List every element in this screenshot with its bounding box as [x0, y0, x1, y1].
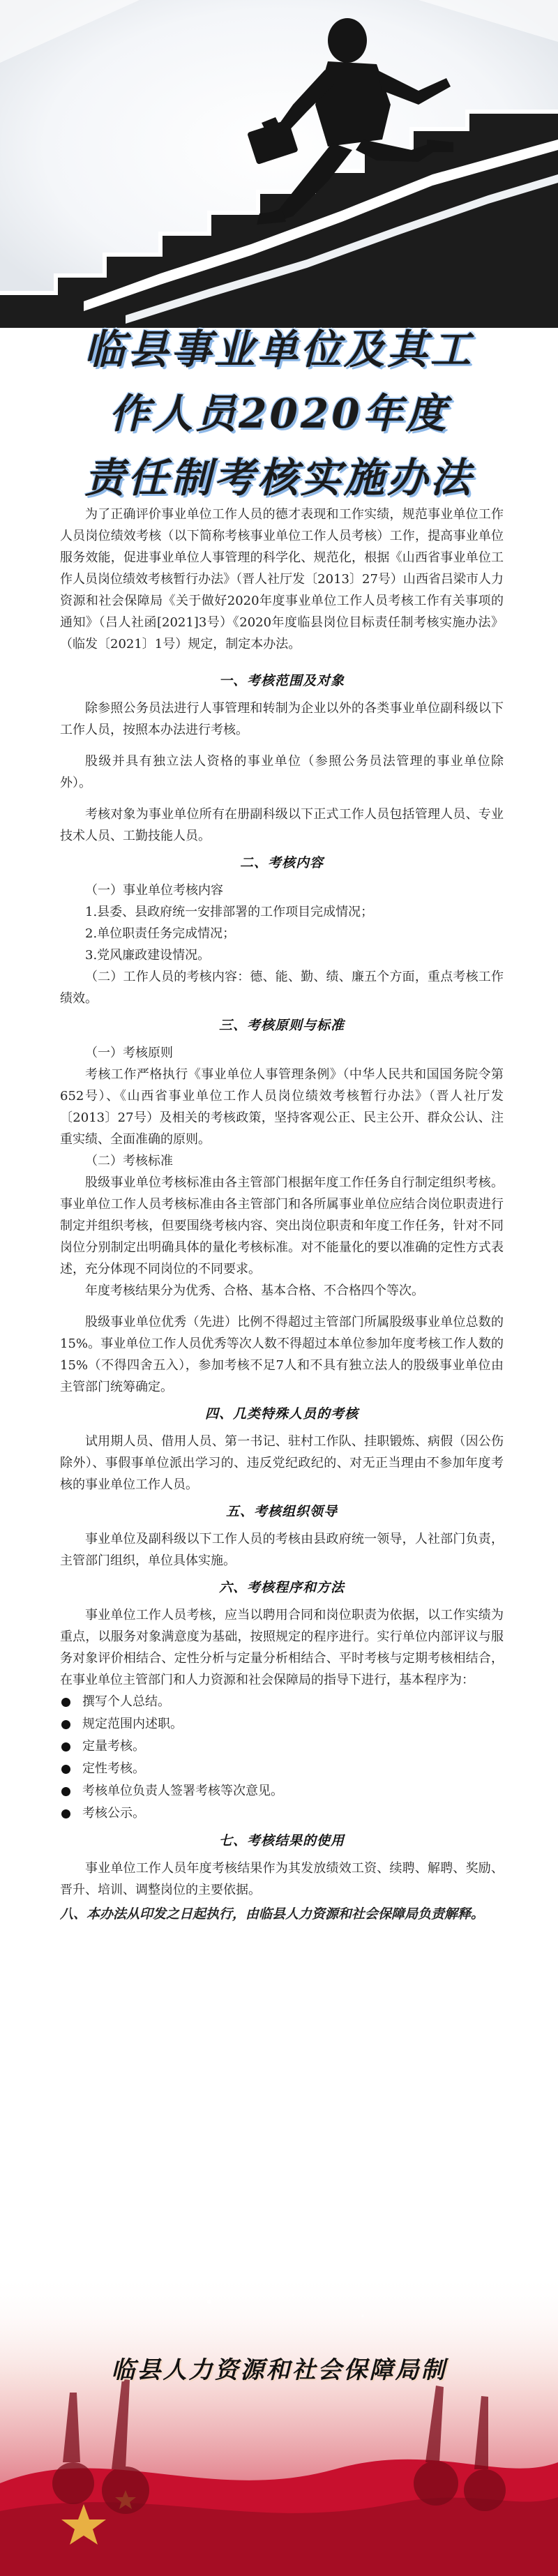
section-7-heading: 七、考核结果的使用: [218, 1833, 345, 1848]
section-3-heading: 三、考核原则与标准: [218, 1018, 345, 1033]
section-2-sub-b: （二）工作人员的考核内容：德、能、勤、绩、廉五个方面，重点考核工作绩效。: [60, 970, 504, 1006]
section-4-para-1: 试用期人员、借用人员、第一书记、驻村工作队、挂职锻炼、病假（因公伤除外）、事假事单位派出学习的、违反党纪政纪的、对无正当理由不参加年度考核的事业单位工作人员。: [60, 1434, 504, 1492]
bullet-icon: [61, 1765, 70, 1774]
section-3-sub-a: （一）考核原则: [85, 1046, 173, 1060]
list-item: 撰写个人总结。: [60, 1691, 504, 1713]
section-2-item-1: 1.县委、县政府统一安排部署的工作项目完成情况；: [85, 905, 374, 919]
section-1-para-3: 考核对象为事业单位所有在册副科级以下正式工作人员包括管理人员、专业技术人员、工勤技能人员。: [60, 807, 504, 843]
title-line-2: 作人员2020年度: [109, 390, 449, 437]
section-3-para-b1: 股级事业单位考核标准由各主管部门根据年度工作任务自行制定组织考核。事业单位工作人员考核标准由各主管部门和各所属事业单位应结合岗位职责进行制定并组织考核，但要围绕考核内容、突出岗位职责和年度工作任务，针对不同岗位分别制定出明确具体的量化考核标准。对不能量化的要以准确的定性方式表述，充分体现不同岗位的不同要求。: [60, 1175, 504, 1276]
title-line-3: 责任制考核实施办法: [84, 454, 474, 502]
hero-illustration: [0, 0, 558, 328]
footer-illustration: [0, 2274, 558, 2576]
section-6-heading: 六、考核程序和方法: [218, 1580, 345, 1595]
section-3-sub-b: （二）考核标准: [85, 1154, 173, 1168]
title-line-1: 临县事业单位及其工: [84, 326, 474, 373]
list-item: 考核公示。: [60, 1802, 504, 1825]
issuer-signature: 临县人力资源和社会保障局制: [111, 2356, 447, 2384]
list-item: 定量考核。: [60, 1735, 504, 1758]
bullet-icon: [61, 1809, 70, 1818]
intro-paragraph: 为了正确评价事业单位工作人员的德才表现和工作实绩，规范事业单位工作人员岗位绩效考核（以下简称考核事业单位工作人员考核）工作，提高事业单位服务效能，促进事业单位人事管理的科学化、规范化，根据《山西省事业单位工作人员岗位绩效考核暂行办法》（晋人社厅发〔2013〕27号）山西省吕梁市人力资源和社会保障局《关于做好2020年度事业单位工作人员考核工作有关事项的通知》（吕人社函[2021]3号）《2020年度临县岗位目标责任制考核实施办法》（临发〔2021〕1号）规定，制定本办法。: [60, 507, 504, 651]
document-body: [60, 504, 504, 1925]
list-item: 考核单位负责人签署考核等次意见。: [60, 1780, 504, 1802]
section-6-para-1: 事业单位工作人员考核，应当以聘用合同和岗位职责为依据，以工作实绩为重点，以服务对象满意度为基础，按照规定的程序进行。实行单位内部评议与服务对象评价相结合、定性分析与定量分析相结合、平时考核与定期考核相结合，在事业单位主管部门和人力资源和社会保障局的指导下进行，基本程序为：: [60, 1608, 504, 1687]
section-1-para-2: 股级并具有独立法人资格的事业单位（参照公务员法管理的事业单位除外）。: [60, 754, 504, 790]
list-item: 定性考核。: [60, 1758, 504, 1780]
bullet-icon: [61, 1720, 70, 1729]
section-3-para-b3: 股级事业单位优秀（先进）比例不得超过主管部门所属股级事业单位总数的15%。事业单位工作人员优秀等次人数不得超过本单位参加年度考核工作人数的15%（不得四舍五入），参加考核不足7人和不具有独立法人的股级事业单位由主管部门统筹确定。: [60, 1315, 504, 1394]
section-1-para-1: 除参照公务员法进行人事管理和转制为企业以外的各类事业单位副科级以下工作人员，按照本办法进行考核。: [60, 701, 504, 737]
section-2-heading: 二、考核内容: [239, 855, 324, 871]
section-4-heading: 四、几类特殊人员的考核: [204, 1406, 359, 1422]
procedure-list: [60, 1691, 504, 1825]
section-8-heading: 八、本办法从印发之日起执行，由临县人力资源和社会保障局负责解释。: [60, 1906, 485, 1922]
section-2-item-2: 2.单位职责任务完成情况；: [85, 926, 236, 941]
section-7-para-1: 事业单位工作人员年度考核结果作为其发放绩效工资、续聘、解聘、奖励、晋升、培训、调整岗位的主要依据。: [60, 1861, 504, 1897]
section-5-para-1: 事业单位及副科级以下工作人员的考核由县政府统一领导，人社部门负责，主管部门组织，单位具体实施。: [60, 1532, 504, 1568]
bullet-icon: [61, 1787, 70, 1796]
section-5-heading: 五、考核组织领导: [225, 1504, 338, 1519]
section-1-heading: 一、考核范围及对象: [218, 673, 345, 688]
section-3-para-b2: 年度考核结果分为优秀、合格、基本合格、不合格四个等次。: [85, 1283, 424, 1298]
list-item: 规定范围内述职。: [60, 1713, 504, 1735]
section-2-sub-a: （一）事业单位考核内容: [85, 883, 223, 898]
section-3-para-a1: 考核工作严格执行《事业单位人事管理条例》（中华人民共和国国务院令第652号）、《山西省事业单位工作人员岗位绩效考核暂行办法》（晋人社厅发〔2013〕27号）及相关的考核政策，坚持客观公正、民主公开、群众公认、注重实绩、全面准确的原则。: [60, 1067, 504, 1147]
bullet-icon: [61, 1698, 70, 1707]
section-2-item-3: 3.党风廉政建设情况。: [85, 948, 211, 963]
bullet-icon: [61, 1742, 70, 1752]
document-title: [0, 317, 558, 510]
